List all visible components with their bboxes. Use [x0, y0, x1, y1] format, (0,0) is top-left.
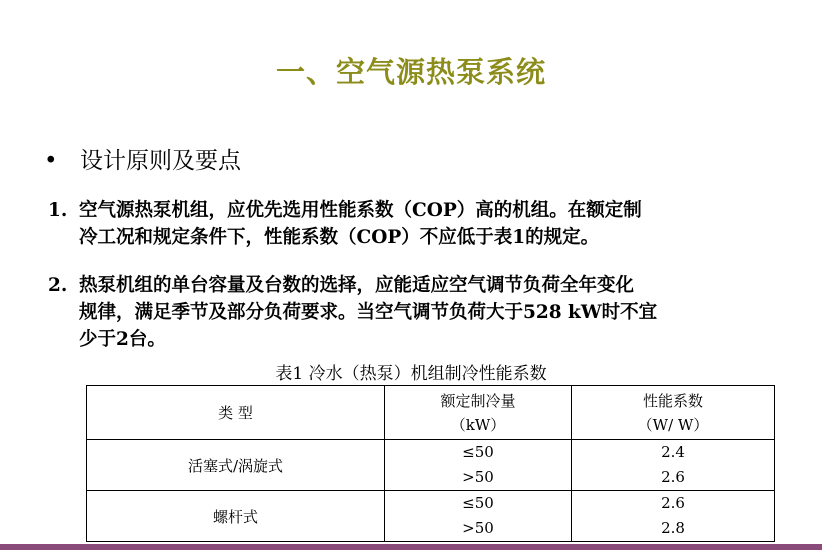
capacity-cell: ≤50 [385, 491, 572, 517]
table-header-row [87, 386, 775, 440]
cop-table [86, 385, 775, 542]
header-capacity-unit: （kW） [450, 415, 506, 434]
bullet-marker: • [44, 148, 58, 174]
paragraph-line: 热泵机组的单台容量及台数的选择，应能适应空气调节负荷全年变化 [79, 275, 635, 296]
bullet-text: 设计原则及要点 [80, 148, 241, 174]
header-type: 类 型 [87, 386, 385, 440]
type-cell: 螺杆式 [87, 491, 385, 542]
page-title: 一、空气源热泵系统 [275, 55, 546, 89]
paragraph-number: 1. [48, 200, 68, 221]
slide-bottom-bar [0, 544, 822, 550]
table-row [87, 440, 775, 466]
type-cell: 活塞式/涡旋式 [87, 440, 385, 491]
paragraph-line: 少于2台。 [79, 329, 166, 350]
paragraph-line: 规律，满足季节及部分负荷要求。当空气调节负荷大于528 kW时不宜 [79, 302, 658, 323]
cop-cell: 2.4 [572, 440, 775, 466]
header-cop [572, 386, 775, 440]
cop-cell: 2.6 [572, 465, 775, 491]
cop-cell: 2.6 [572, 491, 775, 517]
section-bullet [44, 142, 241, 175]
capacity-cell: >50 [385, 516, 572, 542]
capacity-cell: ≤50 [385, 440, 572, 466]
capacity-cell: >50 [385, 465, 572, 491]
header-capacity [385, 386, 572, 440]
paragraph-line: 冷工况和规定条件下，性能系数（COP）不应低于表1的规定。 [79, 227, 600, 248]
paragraph-1 [48, 197, 788, 251]
table-row [87, 491, 775, 517]
paragraph-2 [48, 272, 788, 353]
header-capacity-label: 额定制冷量 [440, 391, 516, 410]
cop-cell: 2.8 [572, 516, 775, 542]
paragraph-number: 2. [48, 275, 68, 296]
header-cop-label: 性能系数 [642, 391, 703, 410]
table-caption: 表1 冷水（热泵）机组制冷性能系数 [275, 364, 547, 384]
paragraph-line: 空气源热泵机组，应优先选用性能系数（COP）高的机组。在额定制 [79, 200, 642, 221]
header-cop-unit: （W/ W） [637, 415, 709, 434]
